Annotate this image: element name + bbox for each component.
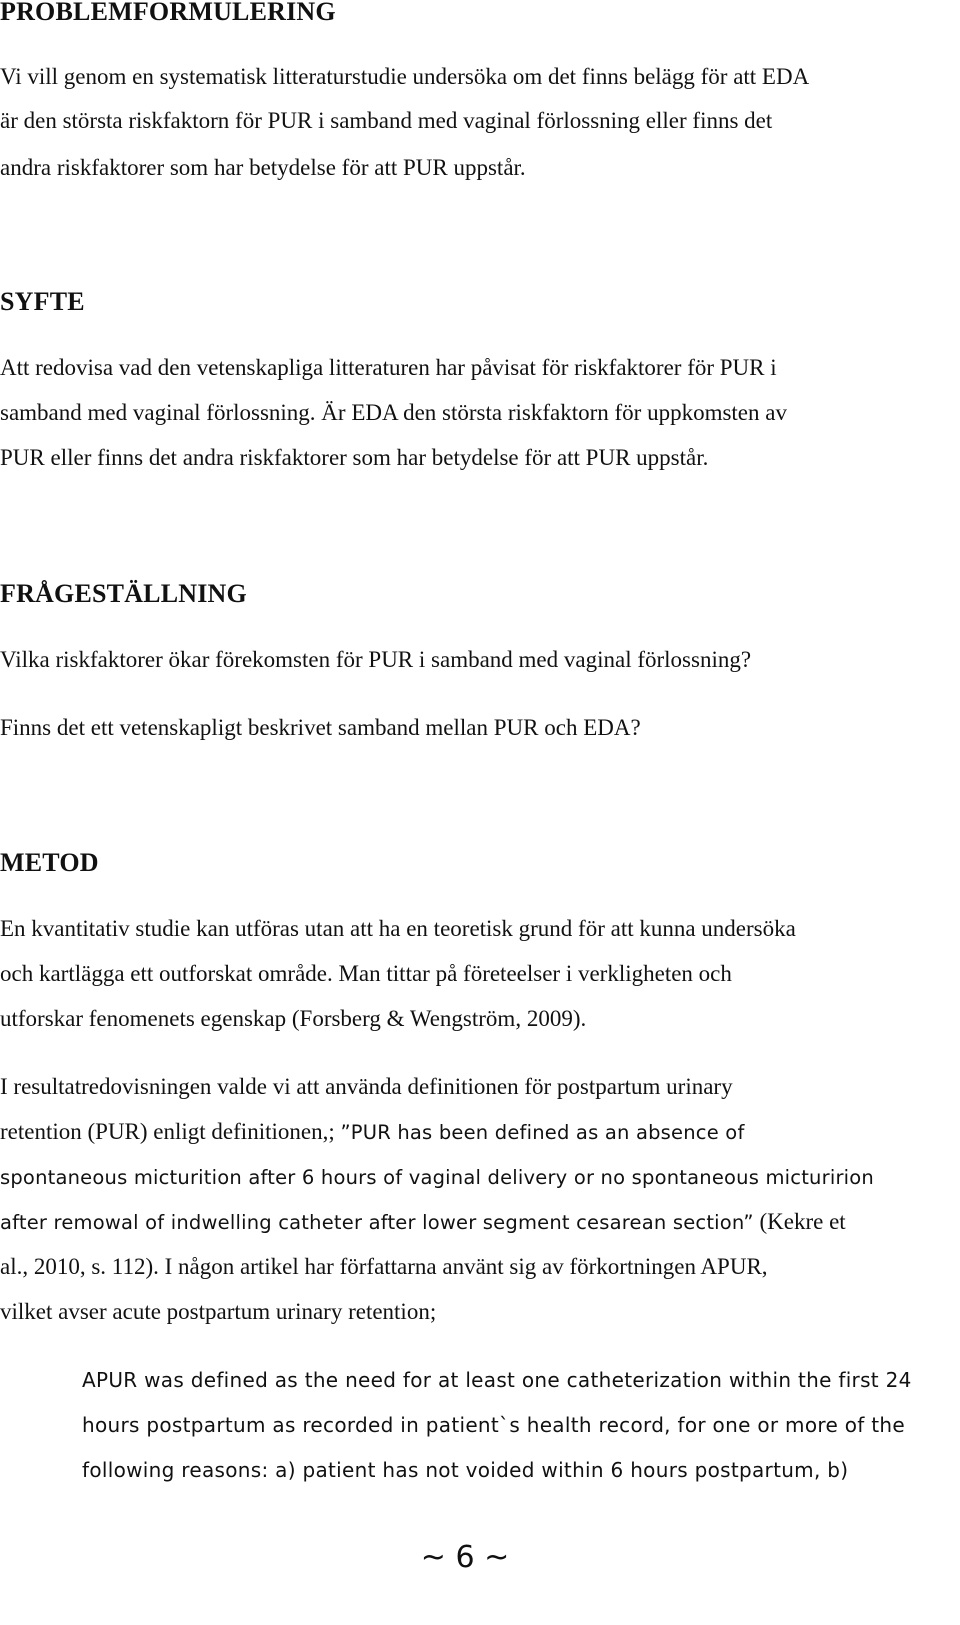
definition-quote-end: after remowal of indwelling catheter after lower segment cesarean section” <box>0 1211 754 1234</box>
definition-intro: retention (PUR) enligt definitionen,; <box>0 1119 341 1144</box>
citation-kekre: (Kekre et <box>753 1209 846 1234</box>
method-para1-line-1: En kvantitativ studie kan utföras utan att ha en teoretisk grund för att kunna undersöka <box>0 916 796 941</box>
method-para2-line-6: vilket avser acute postpartum urinary retention; <box>0 1299 437 1324</box>
definition-quote-start: ”PUR has been defined as an absence of <box>340 1121 745 1144</box>
method-para1-line-2: och kartlägga ett outforskat område. Man tittar på företeelser i verkligheten och <box>0 961 732 986</box>
question-1: Vilka riskfaktorer ökar förekomsten för PUR i samband med vaginal förlossning? <box>0 647 752 672</box>
blockquote-line-3: following reasons: a) patient has not voided within 6 hours postpartum, b) <box>82 1458 849 1482</box>
method-para2-line-2 <box>0 1118 745 1147</box>
syfte-line-2: samband med vaginal förlossning. Är EDA den största riskfaktorn för uppkomsten av <box>0 400 787 425</box>
method-para2-line-5: al., 2010, s. 112). I någon artikel har författarna använt sig av förkortningen APUR, <box>0 1254 768 1279</box>
method-para2-line-3 <box>0 1163 874 1192</box>
heading-syfte: SYFTE <box>0 287 85 316</box>
method-para2-line-1: I resultatredovisningen valde vi att använda definitionen för postpartum urinary <box>0 1074 733 1099</box>
page-number: ~ 6 ~ <box>420 1540 510 1575</box>
heading-metod: METOD <box>0 848 99 877</box>
method-para2-line-4 <box>0 1208 846 1237</box>
syfte-line-3: PUR eller finns det andra riskfaktorer som har betydelse för att PUR uppstår. <box>0 445 709 470</box>
definition-quote-middle: spontaneous micturition after 6 hours of vaginal delivery or no spontaneous micturirion <box>0 1166 874 1189</box>
question-2: Finns det ett vetenskapligt beskrivet samband mellan PUR och EDA? <box>0 715 641 740</box>
problem-line-3: andra riskfaktorer som har betydelse för att PUR uppstår. <box>0 155 526 180</box>
problem-line-2: är den största riskfaktorn för PUR i samband med vaginal förlossning eller finns det <box>0 108 773 133</box>
blockquote-line-2: hours postpartum as recorded in patient`s health record, for one or more of the <box>82 1413 905 1437</box>
syfte-line-1: Att redovisa vad den vetenskapliga litteraturen har påvisat för riskfaktorer för PUR i <box>0 355 777 380</box>
problem-line-1: Vi vill genom en systematisk litteraturstudie undersöka om det finns belägg för att EDA <box>0 64 810 89</box>
heading-fragestallning: FRÅGESTÄLLNING <box>0 579 247 608</box>
heading-problemformulering: PROBLEMFORMULERING <box>0 0 336 26</box>
method-para1-line-3: utforskar fenomenets egenskap (Forsberg & Wengström, 2009). <box>0 1006 587 1031</box>
blockquote-line-1: APUR was defined as the need for at least one catheterization within the first 24 <box>82 1368 912 1392</box>
